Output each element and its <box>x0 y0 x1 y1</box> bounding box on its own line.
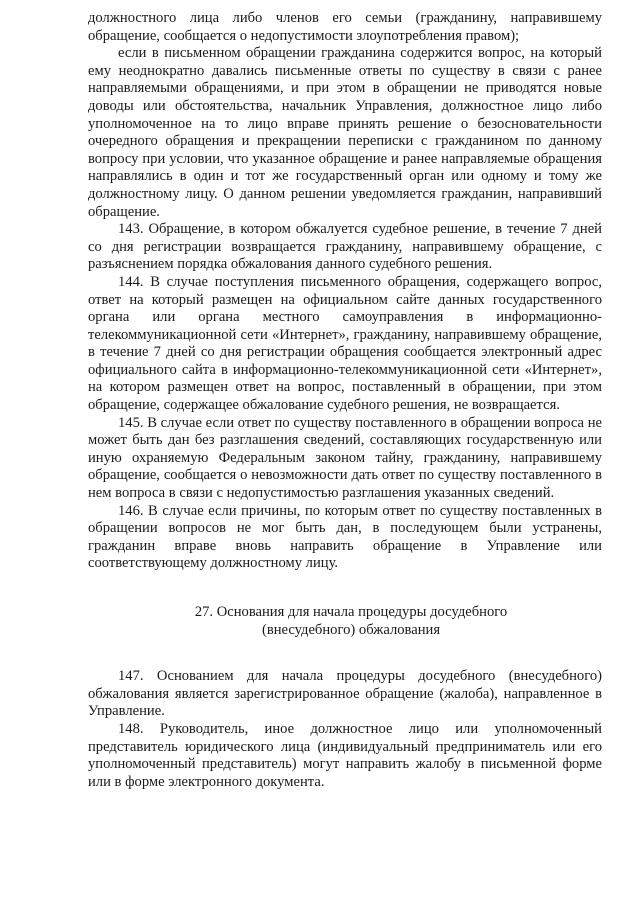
paragraph-repeated-appeal: если в письменном обращении гражданина содержится вопрос, на который ему неоднократно давались письменные ответы по существу в связи с ранее направляемыми обращениями, и при этом в обращении не приводятся новые доводы или обстоятельства, начальник Управления, должностное лицо либо уполномоченное на то лицо вправе принять решение о безосновательности очередного обращения и прекращении переписки с гражданином по данному вопросу при условии, что указанное обращение и ранее направляемые обращения направлялись в один и тот же государственный орган или одному и тому же должностному лицу. О данном решении уведомляется гражданин, направивший обращение. <box>88 45 602 220</box>
paragraph-continuation: должностного лица либо членов его семьи (гражданину, направившему обращение, сообщается о недопустимости злоупотребления правом); <box>88 10 602 44</box>
paragraph-144: 144. В случае поступления письменного обращения, содержащего вопрос, ответ на который размещен на официальном сайте данных государственного органа или органа местного самоуправления в информационно-телекоммуникационной сети «Интернет», гражданину, направившему обращение, в течение 7 дней со дня регистрации обращения сообщается электронный адрес официального сайта в информационно-телекоммуникационной сети «Интернет», на котором размещен ответ на вопрос, поставленный в обращении, при этом обращение, содержащее обжалование судебного решения, не возвращается. <box>88 273 602 414</box>
paragraph-148: 148. Руководитель, иное должностное лицо или уполномоченный представитель юридического лица (индивидуальный предприниматель или его уполномоченный представитель) могут направить жалобу в письменной форме или в форме электронного документа. <box>88 720 602 790</box>
section-heading-line-1: 27. Основания для начала процедуры досудебного <box>194 604 508 620</box>
paragraph-143: 143. Обращение, в котором обжалуется судебное решение, в течение 7 дней со дня регистрации возвращается гражданину, направившему обращение, с разъяснением порядка обжалования данного судебного решения. <box>88 221 602 273</box>
section-heading-line-2: (внесудебного) обжалования <box>261 621 441 638</box>
paragraph-145: 145. В случае если ответ по существу поставленного в обращении вопроса не может быть дан без разглашения сведений, составляющих государственную или иную охраняемую Федеральным законом тайну, гражданину, направившему обращение, сообщается о невозможности дать ответ по существу поставленного в нем вопроса в связи с недопустимостью разглашения указанных сведений. <box>88 414 602 502</box>
paragraphs-after <box>88 668 602 791</box>
section-heading-27 <box>88 604 602 639</box>
paragraphs-before <box>88 10 602 573</box>
paragraph-146: 146. В случае если причины, по которым ответ по существу поставленных в обращении вопросов не мог быть дан, в последующем были устранены, гражданин вправе вновь направить обращение в Управление или соответствующему должностному лицу. <box>88 502 602 572</box>
paragraph-147: 147. Основанием для начала процедуры досудебного (внесудебного) обжалования является зарегистрированное обращение (жалоба), направленное в Управление. <box>88 668 602 720</box>
